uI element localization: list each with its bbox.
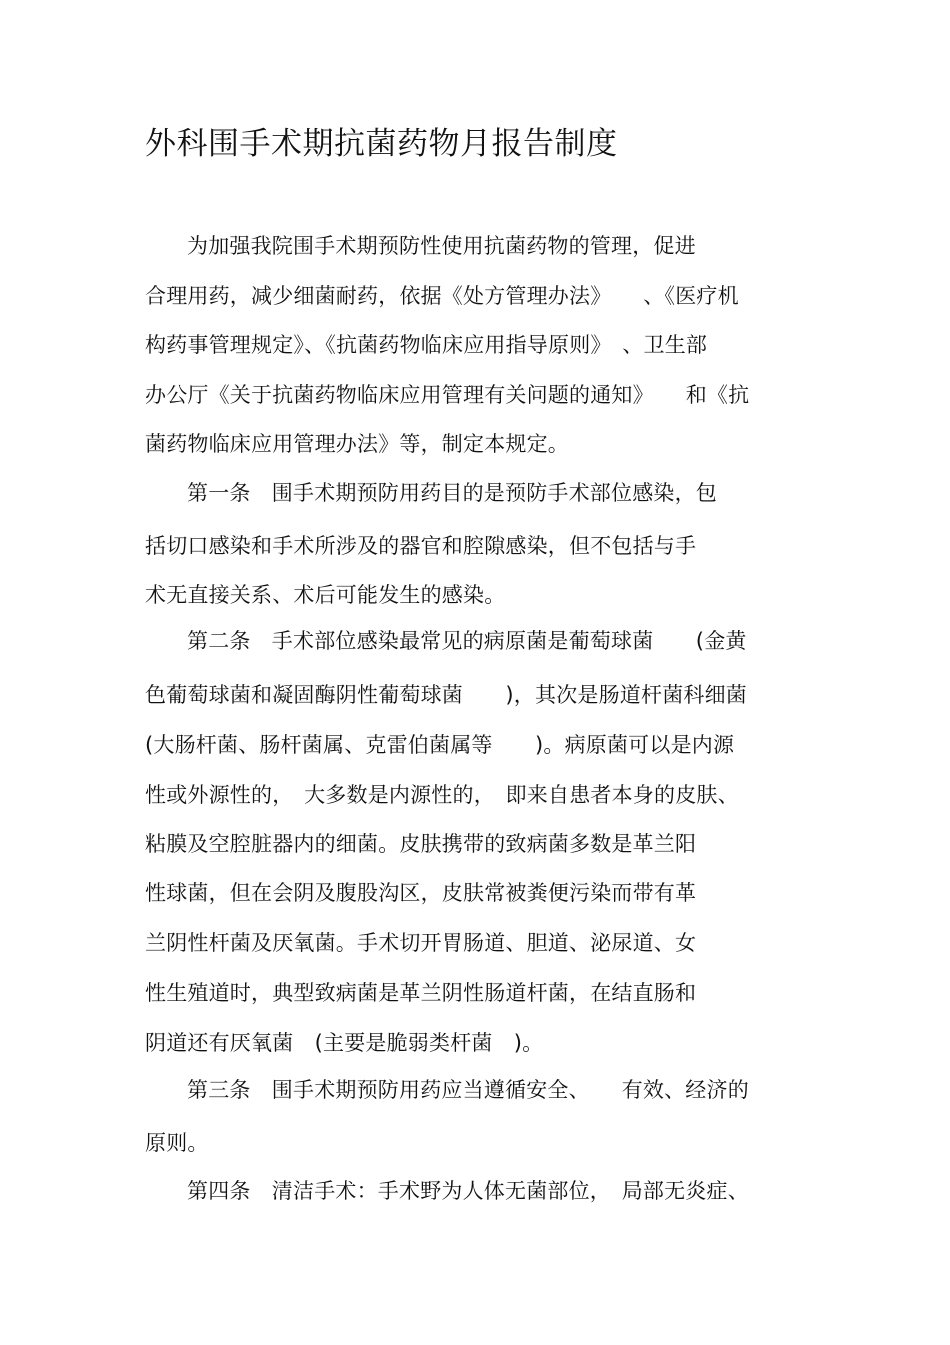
body-line: 粘膜及空腔脏器内的细菌。皮肤携带的致病菌多数是革兰阳 [145, 832, 697, 856]
body-line: 第三条 围手术期预防用药应当遵循安全、 有效、经济的 [187, 1078, 749, 1102]
body-line: 第二条 手术部位感染最常见的病原菌是葡萄球菌 (金黄 [187, 629, 747, 653]
body-line: (大肠杆菌、肠杆菌属、克雷伯菌属等 )。病原菌可以是内源 [145, 733, 735, 757]
body-line: 为加强我院围手术期预防性使用抗菌药物的管理，促进 [187, 234, 696, 258]
body-line: 合理用药，减少细菌耐药，依据《处方管理办法》 、《医疗机 [145, 284, 739, 308]
body-line: 括切口感染和手术所涉及的器官和腔隙感染，但不包括与手 [145, 534, 697, 558]
body-line: 性或外源性的， 大多数是内源性的， 即来自患者本身的皮肤、 [145, 783, 739, 807]
body-line: 原则。 [145, 1131, 209, 1155]
body-line: 办公厅《关于抗菌药物临床应用管理有关问题的通知》 和《抗 [145, 383, 750, 407]
body-line: 术无直接关系、术后可能发生的感染。 [145, 583, 506, 607]
body-line: 菌药物临床应用管理办法》等，制定本规定。 [145, 432, 569, 456]
body-line: 色葡萄球菌和凝固酶阴性葡萄球菌 )，其次是肠道杆菌科细菌 [145, 683, 747, 707]
body-line: 阴道还有厌氧菌 (主要是脆弱类杆菌 )。 [145, 1031, 544, 1055]
body-line: 兰阴性杆菌及厌氧菌。手术切开胃肠道、胆道、泌尿道、女 [145, 931, 697, 955]
body-line: 第四条 清洁手术：手术野为人体无菌部位， 局部无炎症、 [187, 1179, 749, 1203]
body-line: 性球菌，但在会阴及腹股沟区，皮肤常被粪便污染而带有革 [145, 881, 697, 905]
body-line: 构药事管理规定》、《抗菌药物临床应用指导原则》 、卫生部 [145, 333, 708, 357]
body-line: 性生殖道时，典型致病菌是革兰阴性肠道杆菌，在结直肠和 [145, 981, 697, 1005]
document-title: 外科围手术期抗菌药物月报告制度 [145, 126, 618, 162]
body-line: 第一条 围手术期预防用药目的是预防手术部位感染，包 [187, 481, 717, 505]
